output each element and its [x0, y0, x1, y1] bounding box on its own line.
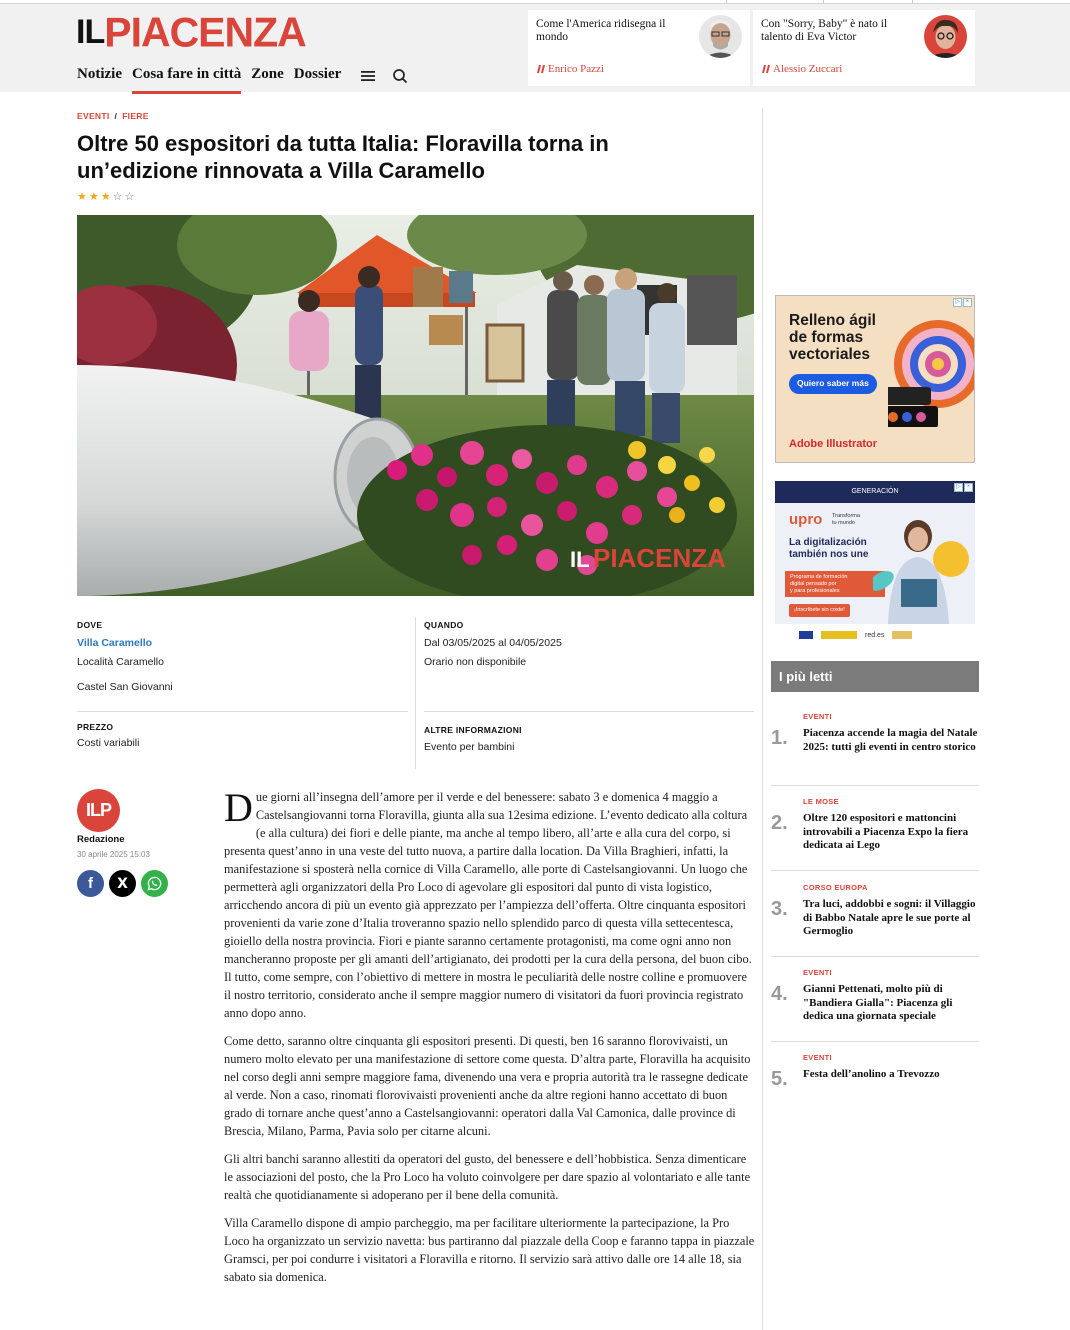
x-icon: X: [117, 875, 128, 892]
ad-info-line: Programa de formación: [790, 574, 848, 580]
upro-ad[interactable]: [775, 481, 975, 644]
info-divider: [415, 617, 416, 769]
nav-zone[interactable]: Zone: [251, 66, 284, 82]
star-rating: [77, 191, 134, 203]
ad-headline: La digitalización: [789, 537, 867, 548]
watermark-il: IL: [570, 547, 590, 572]
most-read-title[interactable]: Tra luci, addobbi e sogni: il Villaggio di Babbo Natale apre le sue porte al Germoglio: [803, 898, 976, 937]
search-icon[interactable]: [391, 67, 409, 85]
quote-icon: [761, 65, 770, 73]
info-quando: [424, 620, 562, 668]
most-read-category[interactable]: EVENTI: [803, 712, 832, 721]
publish-date: 30 aprile 2025 15:03: [77, 850, 150, 859]
venue-locality: Località Caramello: [77, 656, 164, 668]
most-read-category[interactable]: EVENTI: [803, 968, 832, 977]
facebook-icon: f: [88, 875, 93, 892]
promo-author: [536, 63, 604, 75]
promo-title[interactable]: Come l'America ridisegna il mondo: [536, 18, 666, 43]
logo-name: PIACENZA: [104, 8, 306, 56]
woman-illustration: [873, 511, 973, 624]
venue-city: Castel San Giovanni: [77, 681, 173, 693]
sidebar-divider: [762, 108, 763, 1330]
ad-brand-tag: tu mundo: [832, 520, 855, 526]
watermark-name: PIACENZA: [593, 543, 726, 573]
paragraph: [224, 785, 756, 1022]
main-nav: [77, 66, 409, 91]
article-title: Oltre 50 espositori da tutta Italia: Floravilla torna in un’edizione rinnovata a Villa Caramello: [77, 131, 609, 183]
facebook-share-button[interactable]: [77, 870, 104, 897]
venue-link[interactable]: Villa Caramello: [77, 637, 153, 649]
star-filled-icon: ★: [100, 191, 111, 203]
most-read-title[interactable]: Festa dell’anolino a Trevozzo: [803, 1068, 940, 1080]
ad-cta-button[interactable]: Quiero saber más: [789, 374, 877, 394]
dropcap: D: [224, 785, 253, 830]
floravilla-photo: [77, 215, 754, 596]
most-read-rank: 4.: [771, 983, 788, 1005]
star-filled-icon: ★: [77, 191, 87, 203]
ad-brand: Adobe Illustrator: [789, 438, 878, 450]
ad-headline: vectoriales: [789, 346, 870, 363]
spiral-illustration: [888, 302, 975, 427]
promo-card[interactable]: [753, 10, 975, 86]
most-read-item[interactable]: [771, 967, 979, 1037]
most-read-heading: I più letti: [771, 661, 979, 692]
ad-cta-button[interactable]: ¡Inscríbete sin coste!: [789, 604, 850, 617]
paragraph: Come detto, saranno oltre cinquanta gli espositori presenti. Di questi, ben 16 saranno florovivaisti, un numero molto elevato per una manifestazione di settore come questa. D’altra parte, Floravilla ha acquisito nel corso degli anni sempre maggiore fama, divenendo una vera e propria autorità tra le rassegne dedicate al verde. Non a caso, rinomati florovivaisti provenienti anche da altre regioni hanno accettato di buon grado di tornare anche quest’anno a Castelsangiovanni: operatori dalla Val Camonica, dalle province di Brescia, Milano, Parma, Pavia solo per citarne alcuni.: [224, 1034, 751, 1138]
x-share-button[interactable]: [109, 870, 136, 897]
most-read-rank: 3.: [771, 898, 788, 920]
event-time: Orario non disponibile: [424, 656, 527, 668]
ad-footer-text: red.es: [865, 631, 885, 639]
dove-label: DOVE: [77, 620, 103, 630]
most-read-item[interactable]: [771, 796, 979, 866]
article-hero-image: [77, 215, 754, 596]
ad-info-box: [785, 571, 885, 597]
most-read-divider: [771, 785, 979, 786]
nav-notizie[interactable]: Notizie: [77, 66, 122, 82]
most-read-rank: 2.: [771, 812, 788, 834]
quote-icon: [536, 65, 545, 73]
prezzo-value: Costi variabili: [77, 737, 140, 749]
ad-info-line: y para profesionales: [790, 588, 840, 594]
article-body: [224, 785, 756, 1296]
paragraph: Gli altri banchi saranno allestiti da operatori del gusto, del benessere e dell’hobbistica. Senza dimenticare le associazioni del posto, che la Pro Loco ha voluto coinvolgere per dare spazio al volontariato e alle tante realtà che quotidianamente si adoperano per il bene della comunità.: [224, 1152, 751, 1202]
paragraph-text: ue giorni all’insegna dell’amore per il verde e del benessere: sabato 3 e domenica 4 maggio a Castelsangiovanni torna Floravilla, giunta alla sua 12esima edizione. L’evento dedicato alla coltura (e alla cultura) dei fiori e delle piante, ma anche al tempo libero, all’arte e alla cura del corpo, si presenta quest’anno in una veste del tutto nuova, a partire dalla location. Da Villa Braghieri, infatti, la manifestazione si sposterà nella cornice di Villa Caramello, alle porte di Castelsangiovanni. Un luogo che permetterà agli organizzatori della Pro Loco di agevolare gli espositori dal punto di vista logistico, arricchendo ancora di più un evento già apprezzato per l’ampiezza dell’offerta. Oltre cinquanta espositori provenienti da varie zone d’Italia troveranno spazio nello splendido parco di questa villa settecentesca, gioiello della nostra provincia. Fiori e piante saranno certamente protagonisti, ma come ogni anno non mancheranno proposte per gli amanti dell’artigianato, dei prodotti per la cura della persona, del buon cibo. Il tutto, come sempre, con l’obiettivo di mettere in mostra le peculiarità delle nostre colline e promuovere il nostro territorio, considerato anche il sempre maggior numero di visitatori da fuori provincia registrato anno dopo anno.: [224, 790, 752, 1020]
author-avatar: [924, 15, 967, 58]
ad-choices-icon[interactable]: ▷ ×: [954, 483, 973, 492]
most-read-category[interactable]: EVENTI: [803, 1053, 832, 1062]
info-altre: [424, 725, 522, 753]
star-empty-icon: ☆: [124, 191, 135, 203]
most-read-category[interactable]: CORSO EUROPA: [803, 883, 868, 892]
most-read-item[interactable]: [771, 1052, 979, 1122]
most-read-divider: [771, 1041, 979, 1042]
ad-footer: [775, 626, 975, 644]
ad-info-line: digital pensado por: [790, 581, 837, 587]
altre-value: Evento per bambini: [424, 741, 515, 753]
author-avatar: [699, 15, 742, 58]
most-read-category[interactable]: LE MOSE: [803, 797, 839, 806]
most-read-divider: [771, 870, 979, 871]
ad-topbar: GENERACIÓN: [775, 481, 975, 503]
most-read-item[interactable]: [771, 882, 979, 952]
star-filled-icon: ★: [88, 191, 99, 203]
whatsapp-share-button[interactable]: [141, 870, 168, 897]
promo-card[interactable]: [528, 10, 750, 86]
info-divider: [77, 711, 408, 712]
breadcrumb-fiere[interactable]: FIERE: [122, 111, 149, 121]
breadcrumb-separator: /: [114, 111, 118, 121]
site-logo[interactable]: [76, 8, 306, 56]
most-read-title[interactable]: Piacenza accende la magia del Natale 2025: tutti gli eventi in centro storico: [803, 727, 978, 753]
most-read-rank: 5.: [771, 1068, 788, 1090]
ad-headline: también nos une: [789, 549, 869, 560]
adobe-ad[interactable]: [775, 295, 975, 463]
nav-cosa-fare[interactable]: Cosa fare in città: [132, 66, 241, 91]
whatsapp-icon: [147, 876, 162, 891]
quando-label: QUANDO: [424, 620, 464, 630]
ad-choices-icon[interactable]: ▷ ×: [953, 298, 972, 307]
event-dates: Dal 03/05/2025 al 04/05/2025: [424, 637, 562, 649]
promo-author-name: Alessio Zuccari: [773, 63, 843, 75]
author-name[interactable]: Redazione: [77, 834, 125, 845]
most-read-item[interactable]: [771, 711, 979, 781]
most-read-title[interactable]: Gianni Pettenati, molto più di "Bandiera Gialla": Piacenza gli dedica una giornata speciale: [803, 983, 953, 1022]
ad-headline: de formas: [789, 329, 864, 346]
nav-dossier[interactable]: Dossier: [293, 66, 342, 82]
most-read-title[interactable]: Oltre 120 espositori e mattoncini introvabili a Piacenza Expo la fiera dedicata ai Lego: [803, 812, 969, 851]
breadcrumb-eventi[interactable]: EVENTI: [77, 111, 110, 121]
hamburger-icon[interactable]: [359, 67, 377, 85]
author-logo[interactable]: ILP: [77, 789, 120, 832]
promo-author-name: Enrico Pazzi: [548, 63, 604, 75]
altre-label: ALTRE INFORMAZIONI: [424, 725, 522, 735]
paragraph: Villa Caramello dispone di ampio parcheggio, ma per facilitare ulteriormente la partecipazione, la Pro Loco ha organizzato un servizio navetta: bus partiranno dal piazzale della Coop e faranno tappa in piazzale Gramsci, per poi condurre i visitatori a Floravilla e ritorno. Il servizio sarà attivo dalle ore 14 alle 18, sia sabato sia domenica.: [224, 1216, 755, 1284]
info-divider: [424, 711, 754, 712]
breadcrumb: [77, 111, 149, 121]
most-read-divider: [771, 956, 979, 957]
promo-author: [761, 63, 842, 75]
ad-brand: upro: [789, 511, 823, 528]
most-read-rank: 1.: [771, 727, 788, 749]
info-dove: [77, 620, 173, 693]
info-prezzo: [77, 722, 139, 749]
ad-headline: Relleno ágil: [789, 312, 876, 329]
ad-brand-tag: Transforma: [832, 513, 860, 519]
prezzo-label: PREZZO: [77, 722, 114, 732]
site-header: [0, 4, 1070, 92]
promo-title[interactable]: Con "Sorry, Baby" è nato il talento di Eva Victor: [761, 18, 888, 43]
logo-il: IL: [76, 13, 105, 51]
star-empty-icon: ☆: [112, 191, 123, 203]
